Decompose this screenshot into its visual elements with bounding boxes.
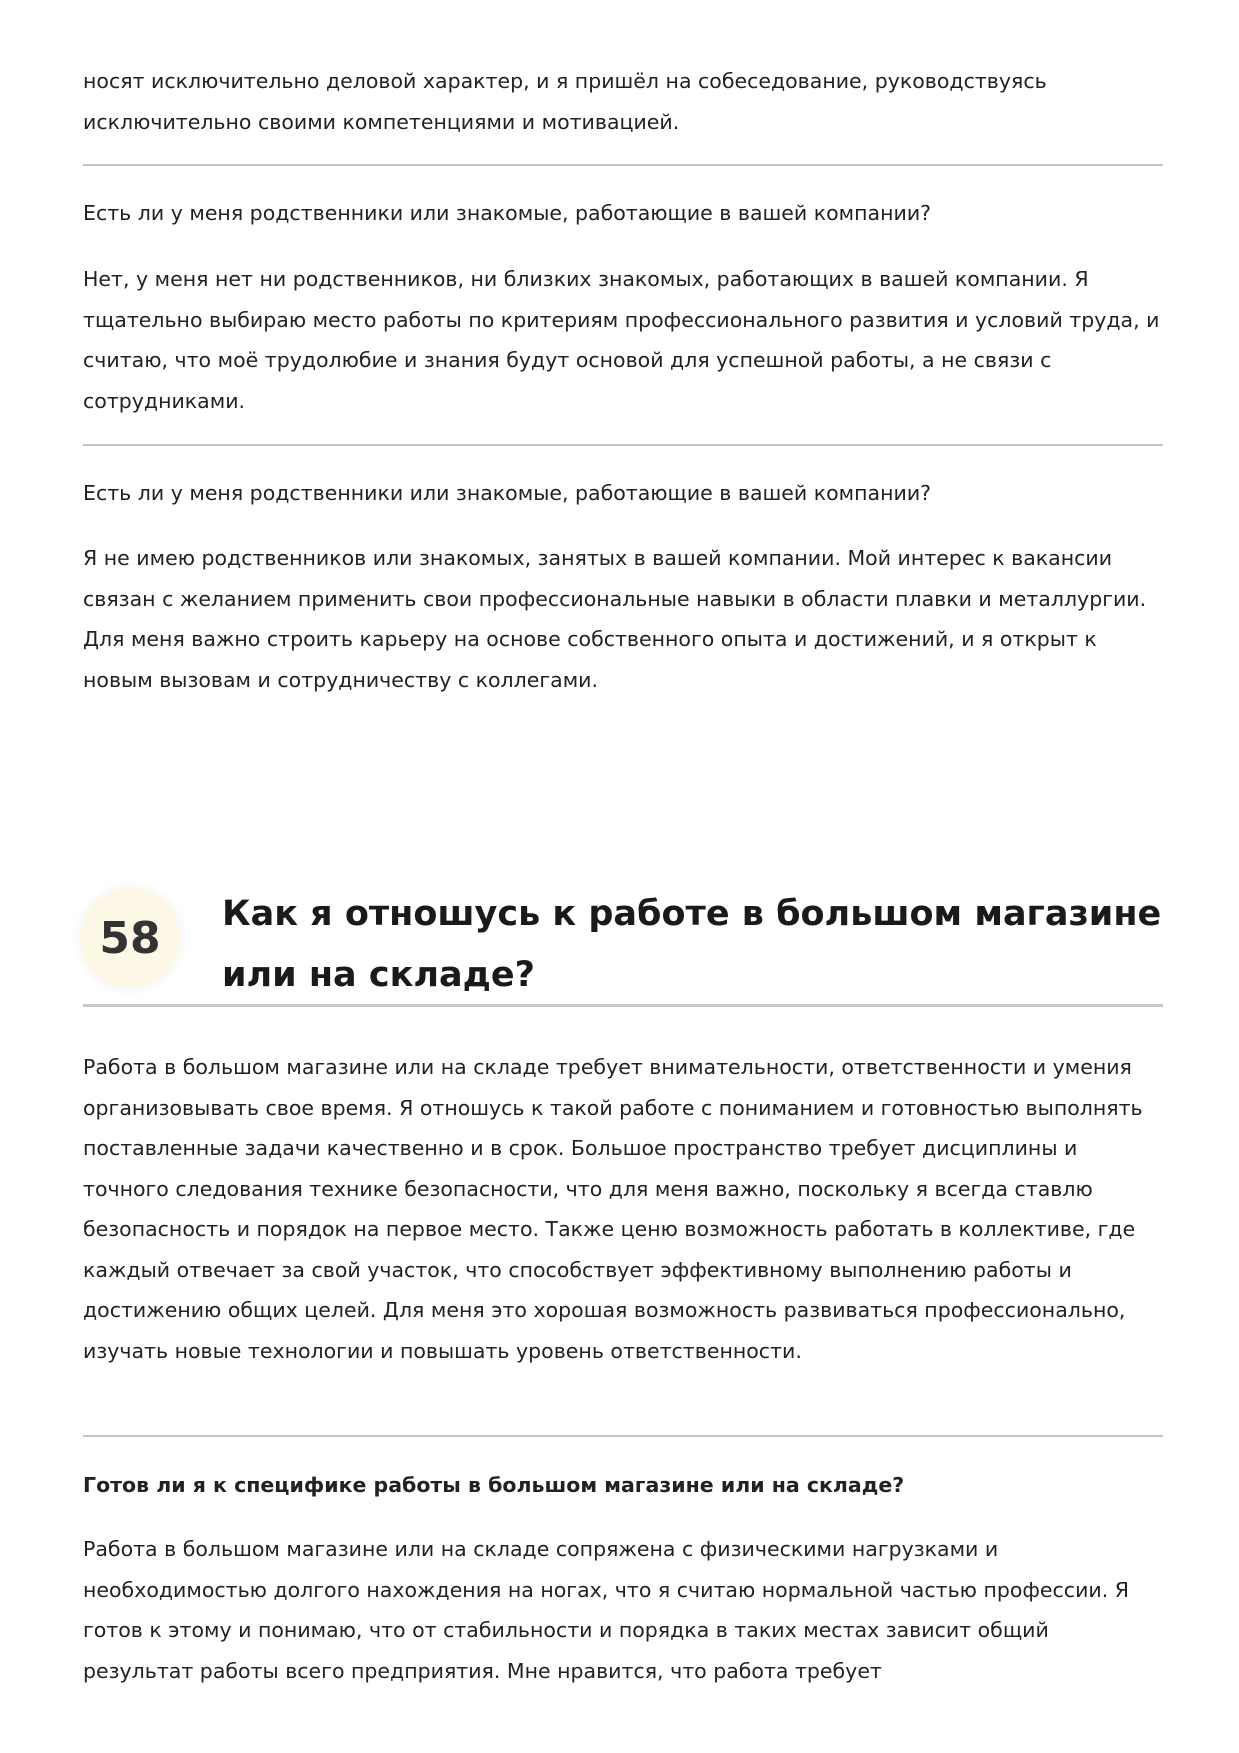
question-2: Есть ли у меня родственники или знакомые, работающие в вашей компании? bbox=[83, 481, 932, 505]
divider bbox=[83, 444, 1163, 446]
section-number-badge: 58 bbox=[80, 888, 180, 988]
sub-answer-paragraph: Работа в большом магазине или на складе сопряжена с физическими нагрузками и необходимостью долгого нахождения на ногах, что я считаю нормальной частью профессии. Я готов к этому и понимаю, что от стабильности и порядка в таких местах зависит общий результат работы всего предприятия. Мне нравится, что работа требует bbox=[83, 1537, 1130, 1683]
section-title: Как я отношусь к работе в большом магазине или на складе? bbox=[222, 894, 1162, 995]
section-intro-paragraph: Работа в большом магазине или на складе требует внимательности, ответственности и умения организовывать свое время. Я отношусь к такой работе с пониманием и готовностью выполнять поставленные задачи качественно и в срок. Большое пространство требует дисциплины и точного следования технике безопасности, что для меня важно, поскольку я всегда ставлю безопасность и порядок на первое место. Также ценю возможность работать в коллективе, где каждый отвечает за свой участок, что способствует эффективному выполнению работы и достижению общих целей. Для меня это хорошая возможность развиваться профессионально, изучать новые технологии и повышать уровень ответственности. bbox=[83, 1055, 1143, 1363]
section-title-divider bbox=[83, 1004, 1163, 1007]
subheading: Готов ли я к специфике работы в большом магазине или на складе? bbox=[83, 1473, 905, 1497]
intro-tail-paragraph: носят исключительно деловой характер, и я пришёл на собеседование, руководствуясь исключительно своими компетенциями и мотивацией. bbox=[83, 69, 1047, 134]
answer-1: Нет, у меня нет ни родственников, ни близких знакомых, работающих в вашей компании. Я тщательно выбираю место работы по критериям профессионального развития и условий труда, и считаю, что моё трудолюбие и знания будут основой для успешной работы, а не связи с сотрудниками. bbox=[83, 267, 1160, 413]
question-1: Есть ли у меня родственники или знакомые, работающие в вашей компании? bbox=[83, 201, 932, 225]
divider bbox=[83, 164, 1163, 166]
answer-2: Я не имею родственников или знакомых, занятых в вашей компании. Мой интерес к вакансии связан с желанием применить свои профессиональные навыки в области плавки и металлургии. Для меня важно строить карьеру на основе собственного опыта и достижений, и я открыт к новым вызовам и сотрудничеству с коллегами. bbox=[83, 546, 1147, 692]
divider bbox=[83, 1435, 1163, 1437]
